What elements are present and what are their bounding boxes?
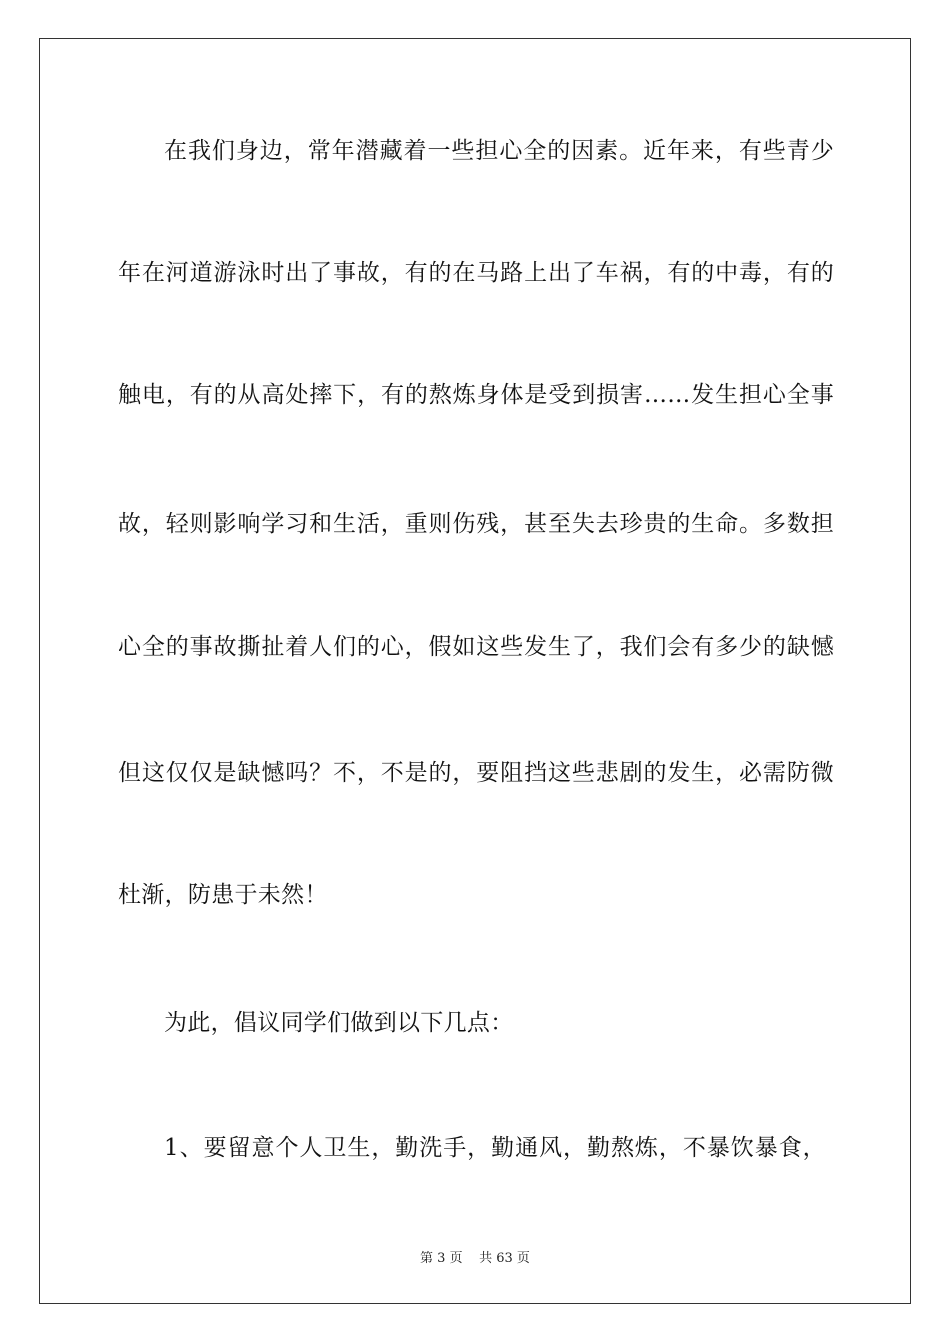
- paragraph-line-2: 年在河道游泳时出了事故，有的在马路上出了车祸，有的中毒，有的: [118, 260, 834, 286]
- paragraph-line-8: 为此，倡议同学们做到以下几点：: [164, 1010, 514, 1036]
- paragraph-line-1: 在我们身边，常年潜藏着一些担心全的因素。近年来，有些青少: [164, 138, 834, 164]
- paragraph-line-3: 触电，有的从高处摔下，有的熬炼身体是受到损害……发生担心全事: [118, 382, 834, 408]
- paragraph-line-9: 1、要留意个人卫生，勤洗手，勤通风，勤熬炼，不暴饮暴食，: [164, 1135, 826, 1161]
- paragraph-line-5: 心全的事故撕扯着人们的心，假如这些发生了，我们会有多少的缺憾: [118, 634, 834, 660]
- paragraph-line-7: 杜渐，防患于未然！: [118, 882, 328, 908]
- page-frame: [39, 38, 911, 1304]
- total-pages: 共 63 页: [479, 1251, 530, 1266]
- page-footer: [0, 1247, 950, 1266]
- paragraph-line-4: 故，轻则影响学习和生活，重则伤残，甚至失去珍贵的生命。多数担: [118, 511, 834, 537]
- page-number: 第 3 页: [420, 1251, 463, 1266]
- paragraph-line-6: 但这仅仅是缺憾吗？不，不是的，要阻挡这些悲剧的发生，必需防微: [118, 760, 834, 786]
